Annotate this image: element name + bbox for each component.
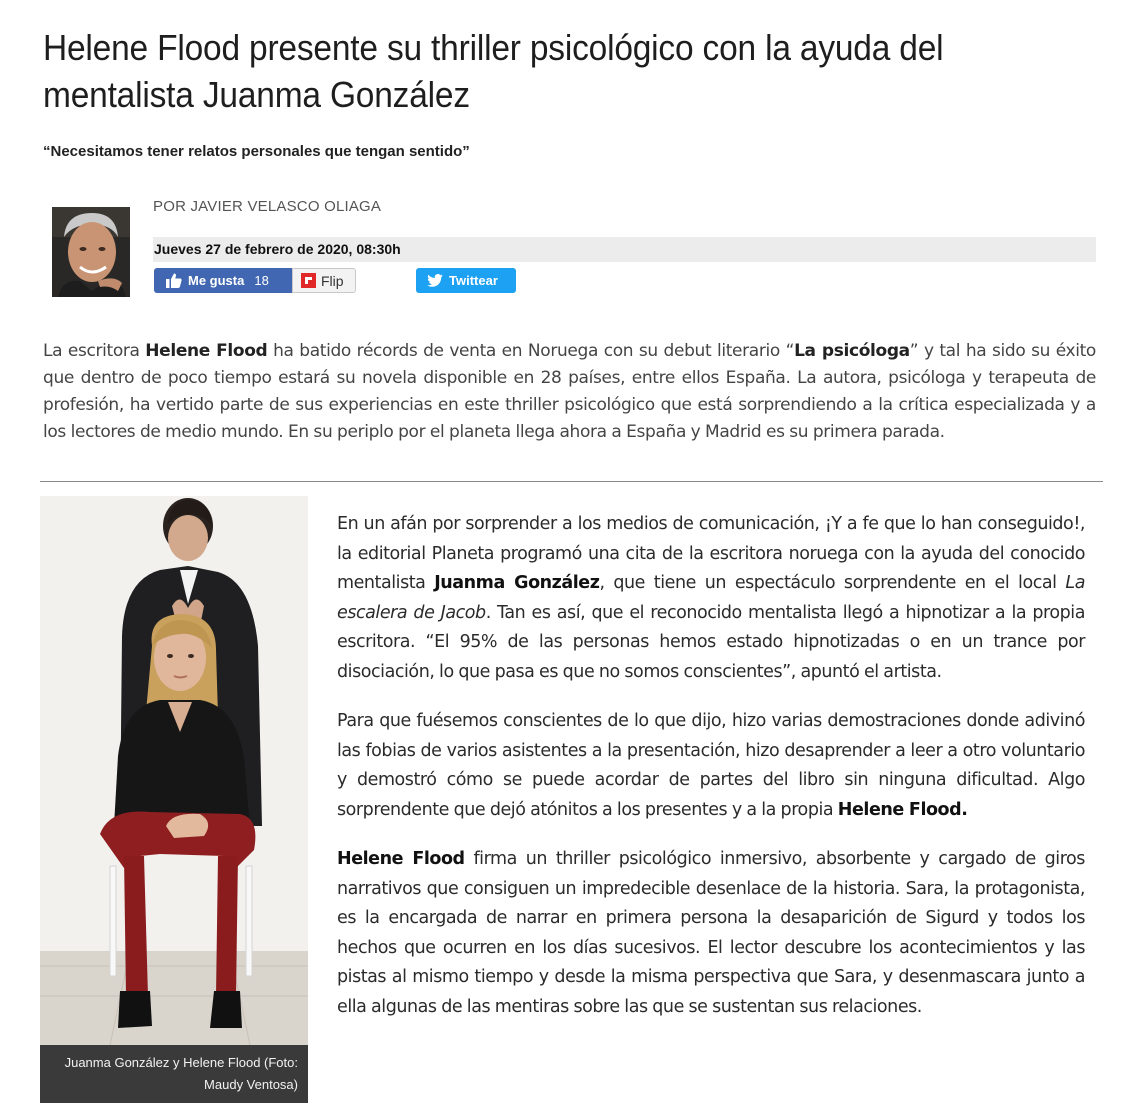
lead-text-3: ” y tal ha sido su éxito que dentro de poco tiempo estará su novela disponible en 28 países, entre ellos España. La autora, psicóloga y terapeuta de profesión, ha vertido parte de sus experiencias en este thriller psicológico que está sorprendiendo a la crítica especializada y a los lectores de medio mundo. En su periplo por el planeta llega ahora a España y Madrid es su primera parada. (43, 341, 1096, 442)
facebook-like-button[interactable] (154, 268, 292, 293)
lead-text-1: La escritora (43, 341, 146, 361)
tweet-label: Twittear (449, 273, 498, 288)
flipboard-icon (301, 273, 316, 288)
lead-author-name: Helene Flood (145, 341, 268, 361)
body-1-text-1: En un afán por sorprender a los medios de comunicación, ¡Y a fe que lo han conseguido!, la editorial Planeta programó una cita de la escritora noruega con la ayuda del conocido mentalista (337, 514, 1085, 593)
publish-date: Jueves 27 de febrero de 2020, 08:30h (154, 241, 401, 257)
date-bar (153, 237, 1096, 262)
lead-book-title: La psicóloga (794, 341, 910, 361)
body-2-text-1: Para que fuésemos conscientes de lo que dijo, hizo varias demostraciones donde adivinó las fobias de varios asistentes a la presentación, hizo desaprender a leer a otro voluntario y demostró cómo se puede acordar de partes del libro sin ninguna dificultad. Algo sorprendente que dejó atónitos a los presentes y a la propia (337, 711, 1085, 820)
author-byline[interactable]: POR JAVIER VELASCO OLIAGA (153, 198, 382, 215)
body-paragraph-3 (337, 845, 1085, 1022)
body-paragraph-1 (337, 510, 1085, 687)
twitter-share-button[interactable] (416, 268, 516, 293)
body-paragraph-2 (337, 707, 1085, 825)
article-subtitle: “Necesitamos tener relatos personales que tengan sentido” (43, 143, 470, 160)
article-body (337, 510, 1085, 1042)
thumbs-up-icon (166, 273, 182, 288)
lead-paragraph (43, 338, 1096, 446)
body-1-text-3: . Tan es así, que el reconocido mentalista llegó a hipnotizar a la propia escritora. “El 95% de las personas hemos estado hipnotizadas o en un trance por disociación, lo que pasa es que no somos conscientes”, apuntó el artista. (337, 602, 1085, 682)
body-1-italic-1: La escalera de Jacob (337, 573, 1085, 623)
article-headline: Helene Flood presente su thriller psicológico con la ayuda del mentalista Juanma González (43, 27, 944, 115)
photo-illustration (40, 496, 308, 1045)
flip-label: Flip (321, 272, 344, 289)
body-3-bold-1: Helene Flood (337, 849, 465, 869)
twitter-bird-icon (427, 274, 443, 287)
author-avatar[interactable] (52, 207, 130, 297)
author-photo (52, 207, 130, 297)
section-divider (40, 481, 1103, 482)
like-label: Me gusta (188, 273, 245, 288)
body-2-bold-1: Helene Flood. (837, 799, 968, 820)
body-1-text-2: , que tiene un espectáculo sorprendente en el local (599, 573, 1066, 593)
flipboard-button[interactable] (292, 268, 356, 293)
article-photo[interactable] (40, 496, 308, 1045)
body-3-text-1: firma un thriller psicológico inmersivo, absorbente y cargado de giros narrativos que consiguen un impredecible desenlace de la historia. Sara, la protagonista, es la encargada de narrar en primera persona la desaparición de Sigurd y todos los hechos que ocurren en los días sucesivos. El lector descubre los acontecimientos y las pistas al mismo tiempo y desde la misma perspectiva que Sara, y desenmascara junto a ella algunas de las mentiras sobre las que se sustentan sus relaciones. (337, 849, 1085, 1017)
photo-caption: Juanma González y Helene Flood (Foto: Maudy Ventosa) (40, 1045, 308, 1103)
body-1-bold-1: Juanma González (434, 573, 600, 593)
lead-text-2: ha batido récords de venta en Noruega con su debut literario “ (267, 341, 795, 361)
like-count: 18 (254, 273, 269, 288)
